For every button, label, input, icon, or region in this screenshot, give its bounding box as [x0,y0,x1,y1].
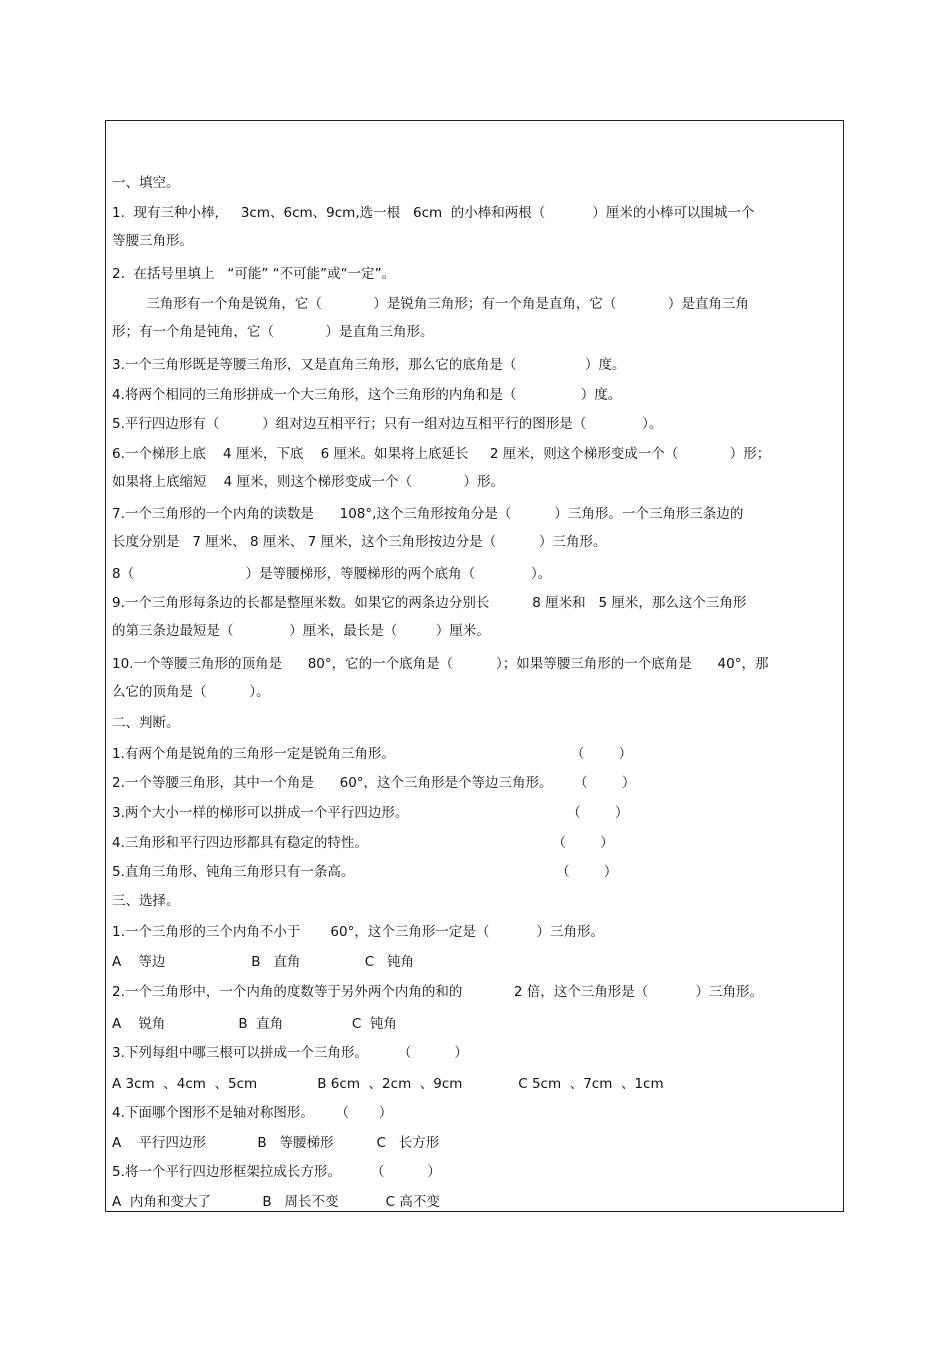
question-line: 5.直角三角形、钝角三角形只有一条高。 （ ） [112,864,618,880]
question-line: 4.三角形和平行四边形都具有稳定的特性。 （ ） [112,835,614,851]
options-line: A 平行四边形 B 等腰梯形 C 长方形 [112,1135,440,1151]
question-line: 10.一个等腰三角形的顶角是 80°，它的一个底角是（ ）；如果等腰三角形的一个底角是 40°，那 [112,656,769,672]
question-line: 么它的顶角是（ ）。 [112,684,270,700]
options-line: A 等边 B 直角 C 钝角 [112,954,415,970]
question-line: 2. 在括号里填上 “可能” “不可能”或“一定”。 [112,266,396,282]
question-line: 3.一个三角形既是等腰三角形，又是直角三角形，那么它的底角是（ ）度。 [112,357,626,373]
question-line: 5.将一个平行四边形框架拉成长方形。 （ ） [112,1164,441,1180]
question-line: 1.有两个角是锐角的三角形一定是锐角三角形。 （ ） [112,746,633,762]
question-line: 3.两个大小一样的梯形可以拼成一个平行四边形。 （ ） [112,805,629,821]
question-line: 1.一个三角形的三个内角不小于 60°，这个三角形一定是（ ）三角形。 [112,924,605,940]
section-heading-fill-blank: 一、填空。 [112,175,180,191]
question-line: 7.一个三角形的一个内角的读数是 108°,这个三角形按角分是（ ）三角形。一个三角形三条边的 [112,506,744,522]
question-line: 长度分别是 7 厘米、 8 厘米、 7 厘米，这个三角形按边分是（ ）三角形。 [112,534,607,550]
question-line: 6.一个梯形上底 4 厘米，下底 6 厘米。如果将上底延长 2 厘米，则这个梯形变成一个（ ）形； [112,446,771,462]
options-line: A 内角和变大了 B 周长不变 C 高不变 [112,1194,440,1210]
section-heading-judge: 二、判断。 [112,715,180,731]
question-line: 4.将两个相同的三角形拼成一个大三角形，这个三角形的内角和是（ ）度。 [112,387,622,403]
question-line: 9.一个三角形每条边的长都是整厘米数。如果它的两条边分别长 8 厘米和 5 厘米，那么这个三角形 [112,595,747,611]
question-line: 3.下列每组中哪三根可以拼成一个三角形。 （ ） [112,1045,468,1061]
question-line: 的第三条边最短是（ ）厘米，最长是（ ）厘米。 [112,623,490,639]
question-line: 5.平行四边形有（ ）组对边互相平行；只有一组对边互相平行的图形是（ ）。 [112,416,663,432]
question-line: 等腰三角形。 [112,233,193,249]
options-line: A 3cm 、4cm 、5cm B 6cm 、2cm 、9cm C 5cm 、7cm 、1cm [112,1076,664,1092]
question-line: 如果将上底缩短 4 厘米，则这个梯形变成一个（ ）形。 [112,474,505,490]
question-line: 2.一个三角形中，一个内角的度数等于另外两个内角的和的 2 倍，这个三角形是（ ）三角形。 [112,984,763,1000]
question-line: 1. 现有三种小棒， 3cm、6cm、9cm,选一根 6cm 的小棒和两根（ ）厘米的小棒可以围城一个 [112,205,755,221]
options-line: A 锐角 B 直角 C 钝角 [112,1016,397,1032]
question-line: 4.下面哪个图形不是轴对称图形。 （ ） [112,1105,393,1121]
question-line: 三角形有一个角是锐角，它（ ）是锐角三角形；有一个角是直角，它（ ）是直角三角 [112,296,749,312]
question-line: 8（ ）是等腰梯形，等腰梯形的两个底角（ ）。 [112,566,552,582]
section-heading-choice: 三、选择。 [112,893,180,909]
question-line: 2.一个等腰三角形，其中一个角是 60°，这个三角形是个等边三角形。 （ ） [112,775,636,791]
question-line: 形；有一个角是钝角，它（ ）是直角三角形。 [112,324,434,340]
